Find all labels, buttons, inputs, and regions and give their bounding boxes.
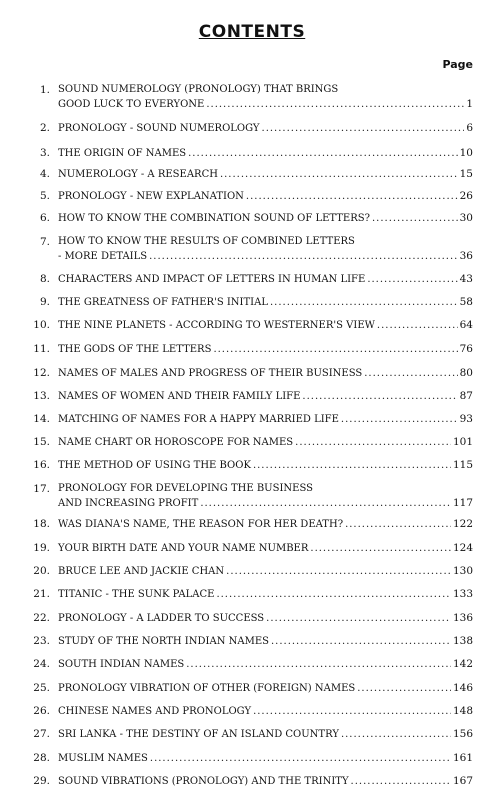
dot-leader [271, 635, 451, 649]
entry-title: THE ORIGIN OF NAMES [58, 148, 187, 159]
entry-page-number: 142 [452, 658, 473, 670]
dot-leader [266, 612, 451, 626]
entry-page-number: 117 [452, 497, 473, 509]
entry-number: 3. [39, 147, 50, 159]
entry-number: 13. [33, 390, 50, 402]
entry-page-number: 58 [459, 296, 473, 308]
entry-title: PRONOLOGY VIBRATION OF OTHER (FOREIGN) NAMES [58, 683, 356, 694]
entry-page-number: 161 [452, 752, 473, 764]
entry-number: 6. [39, 212, 50, 224]
dot-leader [364, 367, 457, 381]
entry-number: 28. [33, 752, 50, 764]
entry-title-line [58, 704, 473, 719]
entry-title-line [58, 146, 473, 161]
entry-page-number: 26 [459, 190, 473, 202]
dot-leader [372, 212, 458, 226]
entry-title: THE GREATNESS OF FATHER'S INITIAL [58, 297, 268, 308]
dot-leader [149, 250, 458, 264]
entry-number: 21. [33, 588, 50, 600]
entry-title-line [58, 541, 473, 556]
entry-page-number: 76 [459, 343, 473, 355]
entry-title: HOW TO KNOW THE COMBINATION SOUND OF LETTERS? [58, 213, 370, 224]
entry-title: PRONOLOGY - SOUND NUMEROLOGY [58, 123, 260, 134]
entry-page-number: 122 [452, 518, 473, 530]
entry-title-line [58, 611, 473, 626]
entry-number: 22. [33, 612, 50, 624]
entry-number: 14. [33, 413, 50, 425]
entry-number: 16. [33, 459, 50, 471]
entry-title: NAMES OF MALES AND PROGRESS OF THEIR BUSINESS [58, 368, 363, 379]
entry-page-number: 43 [459, 273, 473, 285]
entry-title-line [58, 97, 473, 112]
entry-title-line [58, 318, 473, 333]
dot-leader [270, 296, 458, 310]
entry-page-number: 6 [466, 122, 473, 134]
entry-number: 17. [33, 483, 50, 495]
entry-title: THE METHOD OF USING THE BOOK [58, 460, 251, 471]
entry-number: 20. [33, 565, 50, 577]
entry-title-line [58, 496, 473, 511]
dot-leader [188, 147, 458, 161]
entry-title-line [58, 342, 473, 357]
dot-leader [341, 413, 458, 427]
entry-title: TITANIC - THE SUNK PALACE [58, 589, 215, 600]
entry-title-line [58, 587, 473, 602]
entry-number: 9. [39, 296, 50, 308]
dot-leader [341, 728, 451, 742]
entry-title-line [58, 681, 473, 696]
entry-title-line [58, 295, 473, 310]
entry-title-line [58, 517, 473, 532]
entry-number: 15. [33, 436, 50, 448]
entry-page-number: 87 [459, 390, 473, 402]
entry-title-line [58, 751, 473, 766]
dot-leader [216, 588, 451, 602]
entry-title-line [58, 435, 473, 450]
entry-title: MATCHING OF NAMES FOR A HAPPY MARRIED LIFE [58, 414, 339, 425]
entry-page-number: 115 [452, 459, 473, 471]
entry-title-line [58, 272, 473, 287]
entry-number: 5. [39, 190, 50, 202]
contents-title: CONTENTS [198, 22, 306, 42]
dot-leader [367, 273, 457, 287]
entry-title-line [58, 564, 473, 579]
entry-number: 12. [33, 367, 50, 379]
entry-page-number: 133 [452, 588, 473, 600]
entry-number: 1. [39, 84, 50, 96]
entry-page-number: 136 [452, 612, 473, 624]
entry-title-line [58, 657, 473, 672]
entry-title-line [58, 366, 473, 381]
entry-page-number: 30 [459, 212, 473, 224]
entry-number: 23. [33, 635, 50, 647]
dot-leader [246, 190, 458, 204]
entry-title: PRONOLOGY - A LADDER TO SUCCESS [58, 613, 265, 624]
entry-page-number: 156 [452, 728, 473, 740]
entry-title-line [58, 189, 473, 204]
entry-title: SOUND NUMEROLOGY (PRONOLOGY) THAT BRINGS [58, 84, 339, 95]
dot-leader [357, 682, 451, 696]
dot-leader [150, 752, 451, 766]
dot-leader [253, 705, 451, 719]
entry-title-line [58, 121, 473, 136]
entry-title-line [58, 727, 473, 742]
entry-title-line [58, 458, 473, 473]
entry-number: 27. [33, 728, 50, 740]
entry-title-line [58, 389, 473, 404]
page-column-header: Page [442, 58, 473, 71]
entry-title: SOUND VIBRATIONS (PRONOLOGY) AND THE TRINITY [58, 776, 349, 787]
entry-title: THE GODS OF THE LETTERS [58, 344, 212, 355]
entry-title: GOOD LUCK TO EVERYONE [58, 99, 205, 110]
entry-title-line [58, 167, 473, 182]
entry-number: 10. [33, 319, 50, 331]
entry-number: 2. [39, 122, 50, 134]
entry-title-line [58, 634, 473, 649]
dot-leader [345, 518, 451, 532]
entry-page-number: 36 [459, 250, 473, 262]
entry-title: PRONOLOGY FOR DEVELOPING THE BUSINESS [58, 483, 313, 494]
entry-page-number: 101 [452, 436, 473, 448]
entry-page-number: 93 [459, 413, 473, 425]
entry-title: SRI LANKA - THE DESTINY OF AN ISLAND COUNTRY [58, 729, 339, 740]
entry-number: 7. [39, 236, 50, 248]
dot-leader [302, 390, 457, 404]
entry-page-number: 10 [459, 147, 473, 159]
dot-leader [226, 565, 451, 579]
entry-title: AND INCREASING PROFIT [58, 498, 199, 509]
entry-title: HOW TO KNOW THE RESULTS OF COMBINED LETTERS [58, 236, 355, 247]
entry-number: 18. [33, 518, 50, 530]
entry-page-number: 148 [452, 705, 473, 717]
dot-leader [213, 343, 457, 357]
entry-title: SOUTH INDIAN NAMES [58, 659, 185, 670]
entry-page-number: 1 [466, 98, 473, 110]
dot-leader [295, 436, 451, 450]
entry-page-number: 130 [452, 565, 473, 577]
entry-number: 26. [33, 705, 50, 717]
entry-title: CHINESE NAMES AND PRONOLOGY [58, 706, 252, 717]
entry-title: STUDY OF THE NORTH INDIAN NAMES [58, 636, 269, 647]
entry-page-number: 124 [452, 542, 473, 554]
entry-title: - MORE DETAILS [58, 251, 148, 262]
entry-title-line [58, 774, 473, 789]
entry-title: CHARACTERS AND IMPACT OF LETTERS IN HUMAN LIFE [58, 274, 366, 285]
entry-title-line [58, 249, 473, 264]
dot-leader [351, 775, 451, 789]
entry-title: YOUR BIRTH DATE AND YOUR NAME NUMBER [58, 543, 309, 554]
entry-number: 25. [33, 682, 50, 694]
entry-title: THE NINE PLANETS - ACCORDING TO WESTERNER'S VIEW [58, 320, 375, 331]
dot-leader [186, 658, 451, 672]
entry-page-number: 167 [452, 775, 473, 787]
entry-title: WAS DIANA'S NAME, THE REASON FOR HER DEATH? [58, 519, 344, 530]
entry-page-number: 80 [459, 367, 473, 379]
entry-page-number: 64 [459, 319, 473, 331]
entry-title: PRONOLOGY - NEW EXPLANATION [58, 191, 244, 202]
entry-title: MUSLIM NAMES [58, 753, 148, 764]
entry-number: 4. [39, 168, 50, 180]
dot-leader [377, 319, 458, 333]
entry-number: 24. [33, 658, 50, 670]
entry-number: 11. [33, 343, 50, 355]
entry-title-line [58, 211, 473, 226]
entry-title: NUMEROLOGY - A RESEARCH [58, 169, 218, 180]
entry-title: BRUCE LEE AND JACKIE CHAN [58, 566, 225, 577]
entry-number: 29. [33, 775, 50, 787]
entry-page-number: 15 [459, 168, 473, 180]
entry-page-number: 138 [452, 635, 473, 647]
entry-title: NAMES OF WOMEN AND THEIR FAMILY LIFE [58, 391, 301, 402]
entry-title: NAME CHART OR HOROSCOPE FOR NAMES [58, 437, 294, 448]
entry-title-line [58, 412, 473, 427]
dot-leader [206, 98, 464, 112]
dot-leader [200, 497, 451, 511]
dot-leader [253, 459, 451, 473]
entry-number: 19. [33, 542, 50, 554]
dot-leader [220, 168, 458, 182]
entry-page-number: 146 [452, 682, 473, 694]
dot-leader [310, 542, 451, 556]
dot-leader [262, 122, 465, 136]
entry-number: 8. [39, 273, 50, 285]
